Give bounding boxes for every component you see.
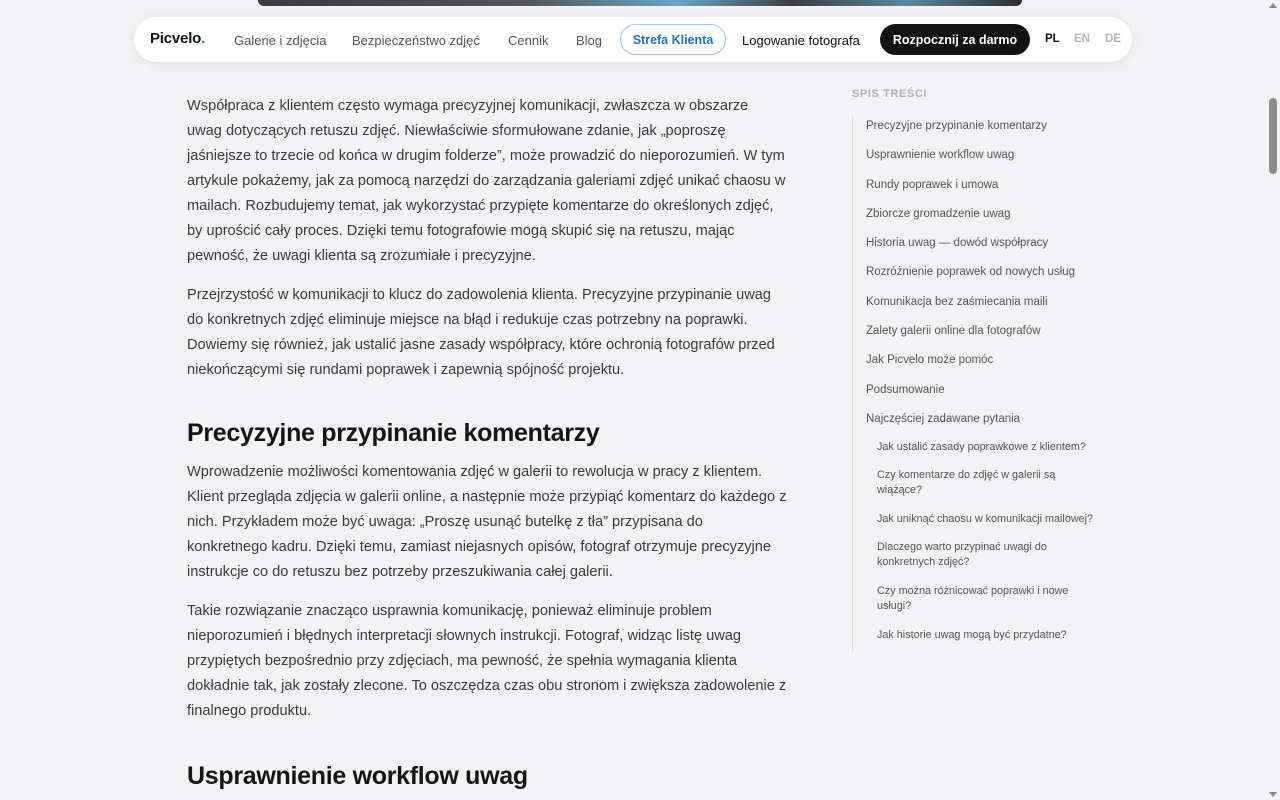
toc-item[interactable]: Jak Picvelo może pomóc	[866, 354, 994, 367]
article-content	[187, 94, 787, 792]
logo[interactable]	[150, 30, 205, 47]
nav-link-galleries[interactable]: Galerie i zdjęcia	[234, 33, 327, 48]
scroll-up-arrow-icon[interactable]	[1269, 3, 1277, 8]
client-area-button[interactable]: Strefa Klienta	[620, 24, 726, 55]
toc-item[interactable]: Najczęściej zadawane pytania	[866, 412, 1021, 425]
scrollbar-thumb[interactable]	[1269, 98, 1277, 174]
scroll-down-arrow-icon[interactable]	[1269, 792, 1277, 797]
toc-faq-item[interactable]: Jak uniknąć chaosu w komunikacji mailowej?	[877, 513, 1094, 526]
nav-link-pricing[interactable]: Cennik	[508, 33, 549, 48]
hero-image-strip	[258, 0, 1022, 6]
intro-paragraph-1: Współpraca z klientem często wymaga precyzyjnej komunikacji, zwłaszcza w obszarze uwag dotyczących retuszu zdjęć. Niewłaściwie sformułowane zdanie, jak „poproszę jaśniejsze to trzecie od końca w drugim folderze”, może prowadzić do nieporozumień. W tym artykule pokażemy, jak za pomocą narzędzi do zarządzania galeriami zdjęć unikać chaosu w mailach. Rozbudujemy temat, jak wykorzystać przypięte komentarze do określonych zdjęć, by uprościć cały proces. Dzięki temu fotografowie mogą skupić się na retuszu, mając pewność, że uwagi klienta są zrozumiałe i precyzyjne.	[187, 98, 786, 264]
toc-faq-item[interactable]: Jak historie uwag mogą być przydatne?	[877, 629, 1067, 642]
nav-link-security[interactable]: Bezpieczeństwo zdjęć	[352, 33, 480, 48]
toc-faq-item[interactable]: Czy można różnicować poprawki i nowe usługi?	[877, 585, 1069, 613]
toc-title: SPIS TREŚCI	[852, 88, 928, 100]
toc-item[interactable]: Zbiorcze gromadzenie uwag	[866, 207, 1011, 220]
section-heading-workflow: Usprawnienie workflow uwag	[187, 762, 528, 790]
table-of-contents	[852, 88, 1112, 652]
lang-en[interactable]: EN	[1074, 33, 1090, 45]
logo-dot: .	[201, 30, 206, 47]
toc-list	[852, 116, 1112, 652]
toc-item[interactable]: Usprawnienie workflow uwag	[866, 149, 1015, 162]
top-navbar	[134, 17, 1132, 62]
toc-faq-item[interactable]: Czy komentarze do zdjęć w galerii są wiążące?	[877, 469, 1056, 497]
photographer-login-link[interactable]: Logowanie fotografa	[742, 33, 860, 48]
toc-item[interactable]: Precyzyjne przypinanie komentarzy	[866, 120, 1047, 132]
toc-faq-item[interactable]: Dlaczego warto przypinać uwagi do konkretnych zdjęć?	[877, 541, 1047, 569]
toc-item[interactable]: Historia uwag — dowód współpracy	[866, 237, 1049, 250]
toc-item[interactable]: Rozróżnienie poprawek od nowych usług	[866, 266, 1076, 279]
section1-paragraph-1: Wprowadzenie możliwości komentowania zdjęć w galerii to rewolucja w pracy z klientem. Klient przegląda zdjęcia w galerii online, a następnie może przypiąć komentarz do każdego z nich. Przykładem może być uwaga: „Proszę usunąć butelkę z tła” przypisana do konkretnego kadru. Dzięki temu, zamiast niejasnych opisów, fotograf otrzymuje precyzyjne instrukcje co do retuszu bez potrzeby przeszukiwania całej galerii.	[187, 464, 787, 580]
section1-paragraph-2: Takie rozwiązanie znacząco usprawnia komunikację, ponieważ eliminuje problem nieporozumień i błędnych interpretacji słownych instrukcji. Fotograf, widząc listę uwag przypiętych bezpośrednio przy zdjęciach, ma pewność, że spełnia wymagania klienta dokładnie tak, jak zostały zlecone. To oszczędza czas obu stronom i zwiększa zadowolenie z finalnego produktu.	[187, 603, 787, 719]
intro-paragraph-2: Przejrzystość w komunikacji to klucz do zadowolenia klienta. Precyzyjne przypinanie uwag do konkretnych zdjęć eliminuje miejsce na błąd i redukuje czas potrzebny na poprawki. Dowiemy się również, jak ustalić jasne zasady współpracy, które ochronią fotografów przed niekończącymi się rundami poprawek i zapewnią spójność projektu.	[187, 287, 775, 378]
lang-pl[interactable]: PL	[1045, 33, 1060, 45]
lang-de[interactable]: DE	[1105, 33, 1121, 45]
logo-text: Picvelo	[150, 30, 202, 47]
toc-faq-item[interactable]: Jak ustalić zasady poprawkowe z klientem?	[877, 441, 1086, 454]
page-scrollbar[interactable]	[1266, 0, 1280, 800]
toc-item[interactable]: Rundy poprawek i umowa	[866, 178, 999, 191]
start-free-button[interactable]: Rozpocznij za darmo	[880, 24, 1030, 55]
section-heading-precise-comments: Precyzyjne przypinanie komentarzy	[187, 419, 600, 447]
toc-item[interactable]: Zalety galerii online dla fotografów	[866, 325, 1041, 338]
toc-item[interactable]: Podsumowanie	[866, 383, 945, 396]
toc-item[interactable]: Komunikacja bez zaśmiecania maili	[866, 295, 1048, 308]
nav-link-blog[interactable]: Blog	[576, 33, 603, 48]
